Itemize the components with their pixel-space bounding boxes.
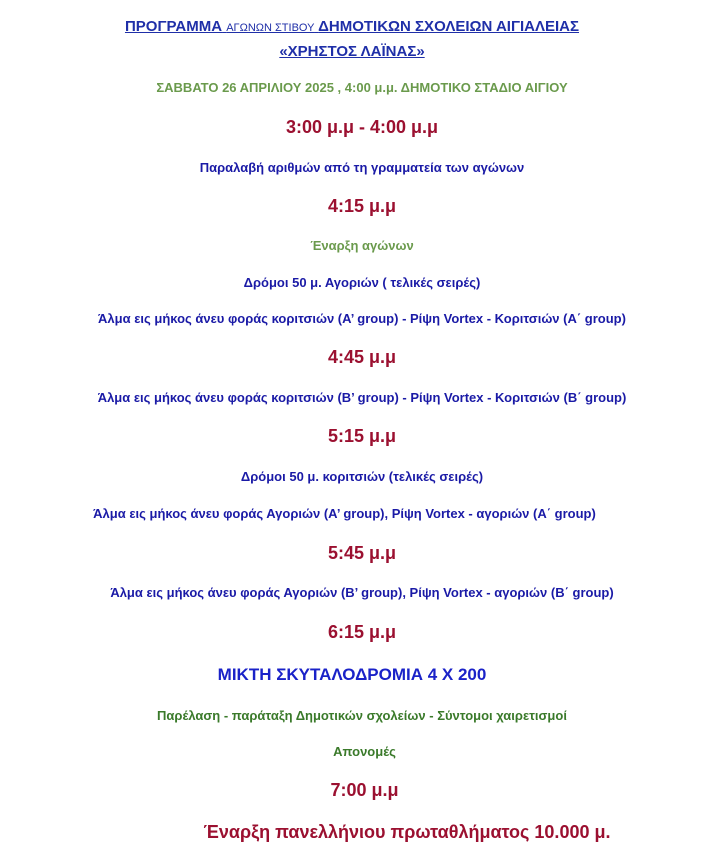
schedule-item-relay: ΜΙΚΤΗ ΣΚΥΤΑΛΟΔΡΟΜΙΑ 4 Χ 200 [217,665,487,684]
time-slot-5: 5:45 μ.μ [327,543,397,563]
schedule-item: Δρόμοι 50 μ. Αγοριών ( τελικές σειρές) [243,275,481,290]
schedule-item: Άλμα εις μήκος άνευ φοράς Αγοριών (Β’ group), Ρίψη Vortex - αγοριών (Β΄ group) [110,585,614,600]
schedule-item: Παρέλαση - παράταξη Δημοτικών σχολείων - Σύντομοι χαιρετισμοί [157,708,567,723]
title-part-2: ΑΓΩΝΩΝ ΣΤΙΒΟΥ [226,22,315,34]
schedule-item: Άλμα εις μήκος άνευ φοράς Αγοριών (Α’ group), Ρίψη Vortex - αγοριών (Α΄ group) [93,506,596,521]
schedule-item: Παραλαβή αριθμών από τη γραμματεία των αγώνων [199,160,525,175]
page-subtitle: «ΧΡΗΣΤΟΣ ΛΑΪΝΑΣ» [279,43,425,60]
time-slot-2: 4:15 μ.μ [327,196,397,216]
schedule-item: Δρόμοι 50 μ. κοριτσιών (τελικές σειρές) [240,469,484,484]
time-slot-1: 3:00 μ.μ - 4:00 μ.μ [285,117,439,137]
time-slot-4: 5:15 μ.μ [327,426,397,446]
title-part-1: ΠΡΟΓΡΑΜΜΑ [124,18,223,35]
schedule-item: Έναρξη πανελλήνιου πρωταθλήματος 10.000 μ. [203,822,611,842]
title-part-3: ΔΗΜΟΤΙΚΩΝ ΣΧΟΛΕΙΩΝ ΑΙΓΙΑΛΕΙΑΣ [318,18,580,35]
date-venue: ΣΑΒΒΑΤΟ 26 ΑΠΡΙΛΙΟΥ 2025 , 4:00 μ.μ. ΔΗΜΟΤΙΚΟ ΣΤΑΔΙΟ ΑΙΓΙΟΥ [156,80,568,95]
time-slot-3: 4:45 μ.μ [327,347,397,367]
time-slot-6: 6:15 μ.μ [327,622,397,642]
page-title [0,18,704,35]
schedule-item: Άλμα εις μήκος άνευ φοράς κοριτσιών (Β’ group) - Ρίψη Vortex - Κοριτσιών (Β΄ group) [97,390,627,405]
schedule-item: Απονομές [333,744,396,759]
time-slot-7: 7:00 μ.μ [330,780,399,800]
schedule-item: Έναρξη αγώνων [310,238,414,253]
schedule-item: Άλμα εις μήκος άνευ φοράς κοριτσιών (Α’ group) - Ρίψη Vortex - Κοριτσιών (Α΄ group) [98,311,626,326]
